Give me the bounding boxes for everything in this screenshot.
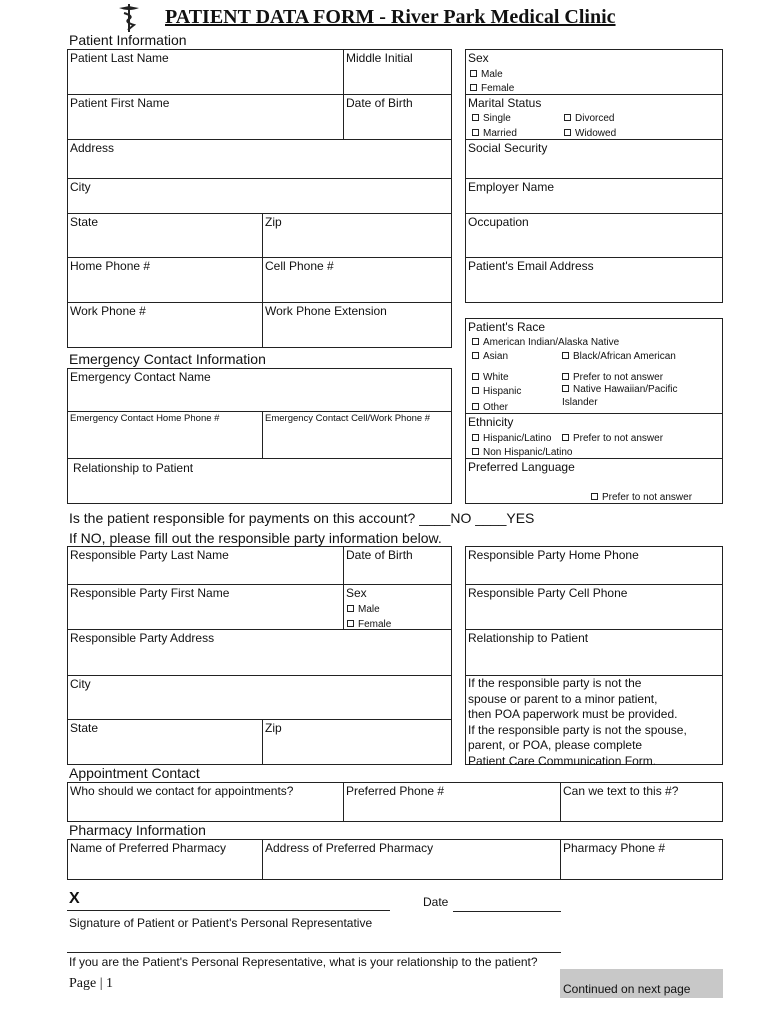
label: State (70, 721, 99, 735)
ethnicity-field[interactable] (465, 413, 723, 459)
state-field[interactable] (67, 213, 263, 258)
language-prefer-not-checkbox[interactable]: Prefer to not answer (591, 492, 692, 503)
date-of-birth-field[interactable] (343, 94, 452, 140)
label: Patient's Race (468, 320, 545, 334)
race-american-indian-checkbox[interactable]: American Indian/Alaska Native (472, 337, 619, 348)
employer-name-field[interactable] (465, 178, 723, 214)
section-emergency-contact: Emergency Contact Information (69, 351, 266, 367)
label: City (70, 180, 91, 194)
marital-widowed-checkbox[interactable]: Widowed (564, 128, 616, 139)
race-black-checkbox[interactable]: Black/African American (562, 351, 676, 362)
label: Address (70, 141, 115, 155)
address-field[interactable] (67, 139, 452, 179)
responsible-cell-phone-field[interactable] (465, 584, 723, 630)
patient-first-name-field[interactable] (67, 94, 344, 140)
date-line[interactable] (453, 911, 561, 912)
responsible-sex-female-checkbox[interactable]: Female (347, 619, 391, 630)
responsible-last-name-field[interactable] (67, 546, 344, 585)
label: Preferred Language (468, 460, 575, 474)
race-hispanic-checkbox[interactable]: Hispanic (472, 386, 521, 397)
label: Responsible Party Address (70, 631, 215, 645)
marital-married-checkbox[interactable]: Married (472, 128, 517, 139)
responsible-first-name-field[interactable] (67, 584, 344, 630)
ethnicity-non-hispanic-checkbox[interactable]: Non Hispanic/Latino (472, 447, 573, 458)
poa-note-box (465, 675, 723, 768)
pharmacy-phone-field[interactable] (560, 839, 723, 880)
appointment-contact-field[interactable] (67, 782, 344, 822)
label: Zip (265, 215, 282, 229)
home-phone-field[interactable] (67, 257, 263, 303)
signature-label: Signature of Patient or Patient's Personal Representative (69, 916, 373, 930)
section-pharmacy-information: Pharmacy Information (69, 822, 206, 838)
caduceus-icon (116, 3, 142, 33)
occupation-field[interactable] (465, 213, 723, 258)
label: Cell Phone # (265, 259, 334, 273)
race-other-checkbox[interactable]: Other (472, 402, 508, 413)
label: Date of Birth (346, 548, 413, 562)
representative-relationship-question: If you are the Patient's Personal Representative, what is your relationship to the patient? (69, 955, 538, 969)
label: Middle Initial (346, 51, 413, 65)
marital-status-field[interactable] (465, 94, 723, 140)
label: Can we text to this #? (563, 784, 679, 798)
continued-label: Continued on next page (563, 982, 691, 996)
race-native-hawaiian-checkbox[interactable]: Native Hawaiian/Pacific (562, 384, 678, 395)
label: Who should we contact for appointments? (70, 784, 294, 798)
middle-initial-field[interactable] (343, 49, 452, 95)
label: Occupation (468, 215, 529, 229)
emergency-relationship-field[interactable] (67, 458, 452, 504)
label: Patient First Name (70, 96, 170, 110)
label: Work Phone # (70, 304, 146, 318)
city-field[interactable] (67, 178, 452, 214)
date-label: Date (423, 895, 449, 909)
responsible-dob-field[interactable] (343, 546, 452, 585)
label: Responsible Party Last Name (70, 548, 229, 562)
label: Responsible Party Home Phone (468, 548, 639, 562)
label: Marital Status (468, 96, 542, 110)
relationship-line[interactable] (67, 952, 561, 953)
label: Employer Name (468, 180, 555, 194)
preferred-language-field[interactable] (465, 458, 723, 504)
pharmacy-address-field[interactable] (262, 839, 561, 880)
sex-female-checkbox[interactable]: Female (470, 83, 514, 94)
emergency-cell-phone-field[interactable] (262, 411, 452, 459)
pharmacy-name-field[interactable] (67, 839, 263, 880)
label: Emergency Contact Name (70, 370, 211, 384)
label: Zip (265, 721, 282, 735)
responsible-sex-male-checkbox[interactable]: Male (347, 604, 380, 615)
race-field[interactable] (465, 318, 723, 414)
label: Name of Preferred Pharmacy (70, 841, 227, 855)
race-white-checkbox[interactable]: White (472, 372, 509, 383)
label: Sex (346, 586, 367, 600)
marital-single-checkbox[interactable]: Single (472, 113, 511, 124)
section-appointment-contact: Appointment Contact (69, 765, 200, 781)
race-prefer-not-checkbox[interactable]: Prefer to not answer (562, 372, 663, 383)
label: Responsible Party Cell Phone (468, 586, 628, 600)
appointment-can-text-field[interactable] (560, 782, 723, 822)
responsible-address-field[interactable] (67, 629, 452, 676)
sex-field[interactable] (465, 49, 723, 95)
responsible-zip-field[interactable] (262, 719, 452, 765)
label: Responsible Party First Name (70, 586, 230, 600)
poa-note-text: If the responsible party is not the spouse or parent to a minor patient, then POA paperwork must be provided. If the responsible party is not the spouse, parent, or POA, please complete Patient Care Communication Form. (468, 676, 687, 768)
responsible-sex-field[interactable] (343, 584, 452, 630)
ethnicity-hispanic-checkbox[interactable]: Hispanic/Latino (472, 433, 551, 444)
page-title: PATIENT DATA FORM - River Park Medical Clinic (165, 6, 616, 28)
label: State (70, 215, 99, 229)
marital-divorced-checkbox[interactable]: Divorced (564, 113, 614, 124)
ethnicity-prefer-not-checkbox[interactable]: Prefer to not answer (562, 433, 663, 444)
race-native-hawaiian-line2: Islander (562, 397, 598, 408)
label: Pharmacy Phone # (563, 841, 666, 855)
responsible-relationship-field[interactable] (465, 629, 723, 676)
label: Date of Birth (346, 96, 413, 110)
label: Work Phone Extension (265, 304, 387, 318)
work-phone-field[interactable] (67, 302, 263, 348)
work-phone-extension-field[interactable] (262, 302, 452, 348)
email-field[interactable] (465, 257, 723, 303)
label: Relationship to Patient (73, 461, 194, 475)
label: Ethnicity (468, 415, 514, 429)
responsible-state-field[interactable] (67, 719, 263, 765)
label: Home Phone # (70, 259, 151, 273)
patient-last-name-field[interactable] (67, 49, 344, 95)
emergency-contact-name-field[interactable] (67, 368, 452, 412)
label: Patient's Email Address (468, 259, 594, 273)
label: Preferred Phone # (346, 784, 445, 798)
page-number: Page | 1 (69, 976, 114, 991)
responsible-city-field[interactable] (67, 675, 452, 720)
label: Sex (468, 51, 489, 65)
zip-field[interactable] (262, 213, 452, 258)
label: City (70, 677, 91, 691)
responsible-home-phone-field[interactable] (465, 546, 723, 585)
label: Relationship to Patient (468, 631, 589, 645)
label: Emergency Contact Cell/Work Phone # (265, 413, 431, 424)
payment-responsibility-question[interactable]: Is the patient responsible for payments on this account? ____NO ____YES (69, 510, 535, 526)
label: Address of Preferred Pharmacy (265, 841, 434, 855)
sex-male-checkbox[interactable]: Male (470, 69, 503, 80)
cell-phone-field[interactable] (262, 257, 452, 303)
label: Emergency Contact Home Phone # (70, 413, 220, 424)
race-asian-checkbox[interactable]: Asian (472, 351, 508, 362)
appointment-preferred-phone-field[interactable] (343, 782, 561, 822)
section-patient-information: Patient Information (69, 32, 187, 48)
continued-banner (560, 969, 723, 998)
signature-x-mark: X (69, 890, 80, 907)
responsible-party-instruction: If NO, please fill out the responsible party information below. (69, 530, 442, 546)
label: Social Security (468, 141, 548, 155)
social-security-field[interactable] (465, 139, 723, 179)
emergency-home-phone-field[interactable] (67, 411, 263, 459)
signature-line[interactable] (67, 910, 390, 911)
label: Patient Last Name (70, 51, 169, 65)
